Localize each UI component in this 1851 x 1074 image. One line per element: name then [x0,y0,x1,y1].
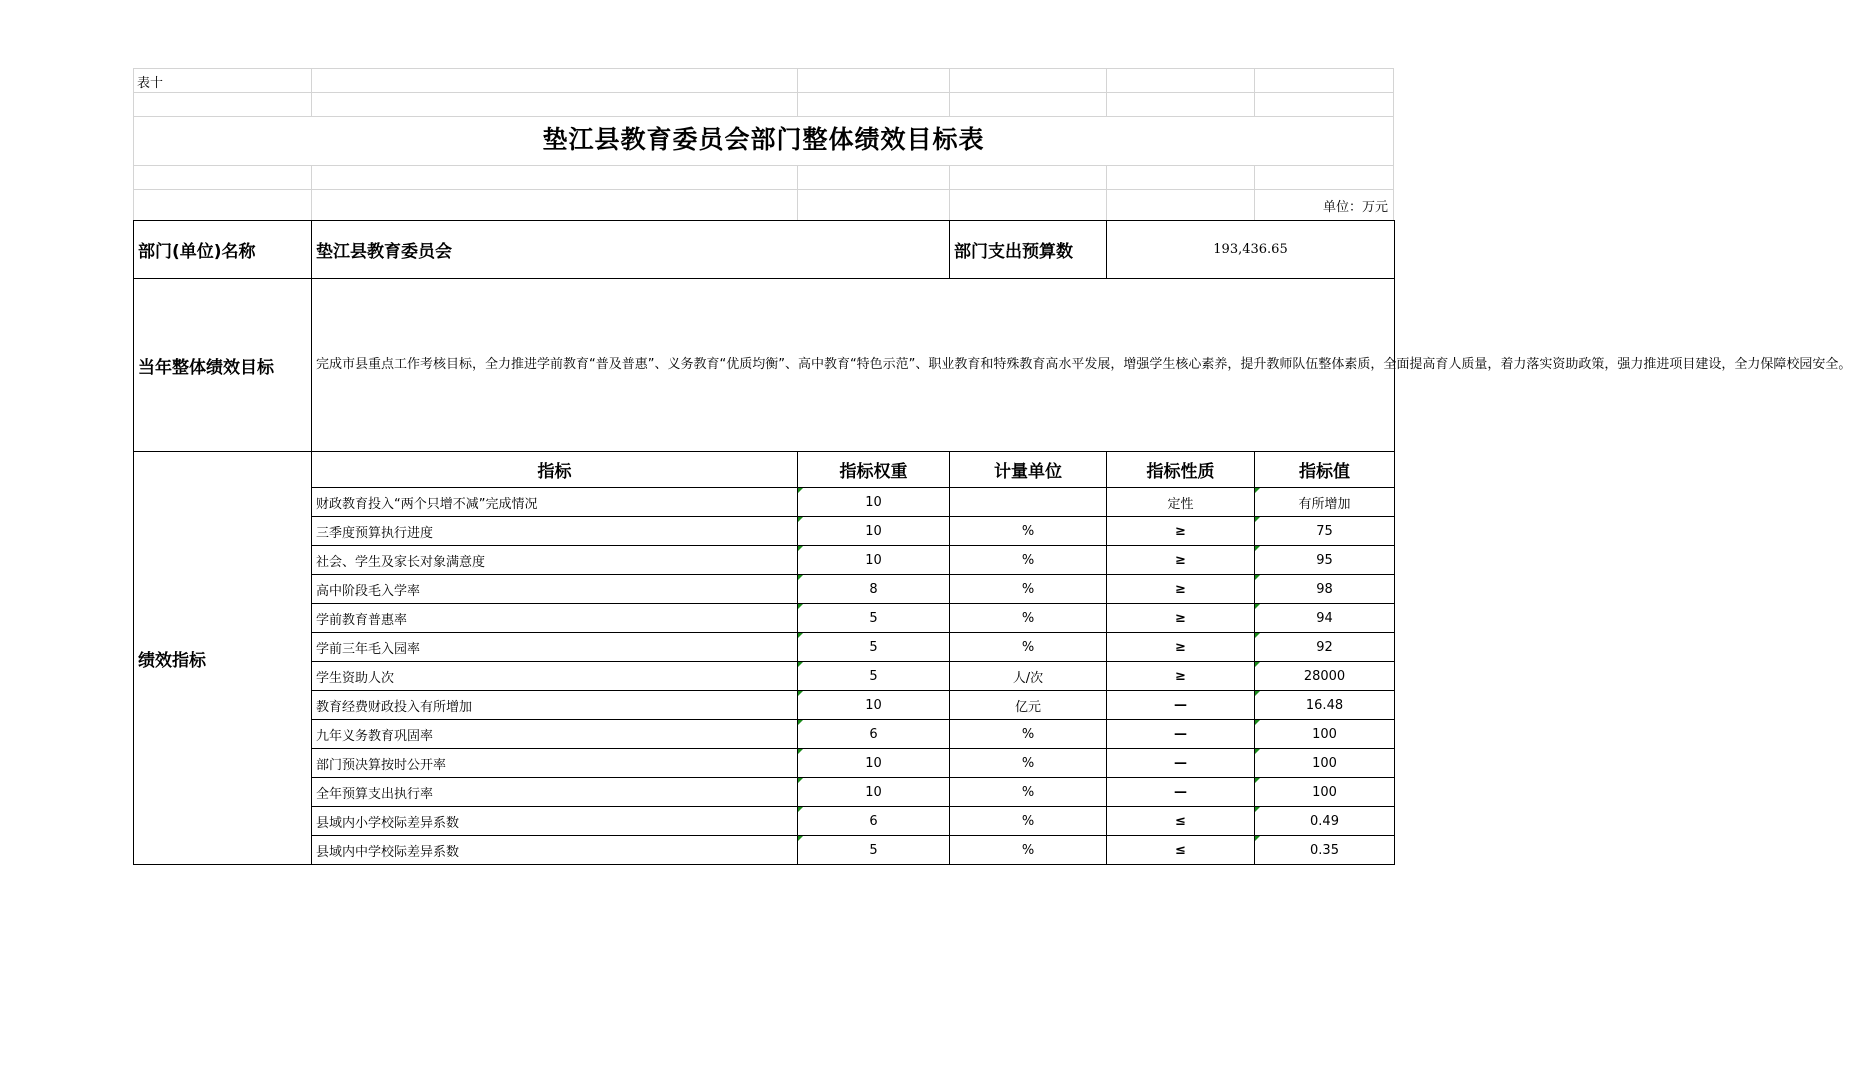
grid-line [133,68,1394,69]
indicator-name[interactable]: 县域内中学校际差异系数 [312,836,798,865]
indicator-nature[interactable]: — [1107,749,1255,778]
page-title: 垫江县教育委员会部门整体绩效目标表 [542,125,985,154]
column-header-weight: 指标权重 [798,452,950,488]
table-row [134,691,1395,720]
table-row [134,662,1395,691]
table-row [134,749,1395,778]
indicator-weight[interactable]: 6 [798,807,950,836]
spreadsheet-page [133,68,1851,865]
indicator-weight[interactable]: 10 [798,778,950,807]
indicator-unit[interactable]: % [950,836,1107,865]
column-header-indicator: 指标 [312,452,798,488]
dept-name-label: 部门(单位)名称 [134,221,312,279]
indicator-name[interactable]: 社会、学生及家长对象满意度 [312,546,798,575]
table-row [134,604,1395,633]
dept-name-value[interactable]: 垫江县教育委员会 [312,221,950,279]
indicator-value[interactable]: 100 [1255,749,1395,778]
indicator-unit[interactable]: % [950,517,1107,546]
indicator-value[interactable]: 28000 [1255,662,1395,691]
indicator-weight[interactable]: 10 [798,488,950,517]
grid-line [1254,165,1255,220]
indicator-name[interactable]: 学生资助人次 [312,662,798,691]
indicator-unit[interactable]: 人/次 [950,662,1107,691]
table-row [134,633,1395,662]
indicator-name[interactable]: 三季度预算执行进度 [312,517,798,546]
indicator-unit[interactable]: 亿元 [950,691,1107,720]
indicator-name[interactable]: 高中阶段毛入学率 [312,575,798,604]
indicator-name[interactable]: 学前三年毛入园率 [312,633,798,662]
indicator-unit[interactable]: % [950,546,1107,575]
indicator-nature[interactable]: ≤ [1107,836,1255,865]
grid-line [133,92,1394,93]
indicator-value[interactable]: 75 [1255,517,1395,546]
indicator-value[interactable]: 16.48 [1255,691,1395,720]
indicator-weight[interactable]: 8 [798,575,950,604]
indicator-value[interactable]: 92 [1255,633,1395,662]
indicator-value[interactable]: 98 [1255,575,1395,604]
table-row [134,778,1395,807]
indicator-name[interactable]: 部门预决算按时公开率 [312,749,798,778]
indicator-unit[interactable]: % [950,720,1107,749]
grid-line [1254,68,1255,116]
indicator-unit[interactable]: % [950,633,1107,662]
indicator-nature[interactable]: ≥ [1107,517,1255,546]
goal-row [134,279,1395,452]
goal-text[interactable]: 完成市县重点工作考核目标，全力推进学前教育“普及普惠”、义务教育“优质均衡”、高中教育“特色示范”、职业教育和特殊教育高水平发展，增强学生核心素养，提升教师队伍整体素质，全面提高育人质量，着力落实资助政策，强力推进项目建设，全力保障校园安全。 [312,279,1395,452]
table-row [134,488,1395,517]
indicator-value[interactable]: 100 [1255,778,1395,807]
indicator-value[interactable]: 有所增加 [1255,488,1395,517]
indicator-name[interactable]: 九年义务教育巩固率 [312,720,798,749]
indicator-unit[interactable] [950,488,1107,517]
budget-label: 部门支出预算数 [950,221,1107,279]
indicator-header-row [134,452,1395,488]
grid-line [1106,165,1107,220]
grid-line [797,165,798,220]
goal-label: 当年整体绩效目标 [134,279,312,452]
column-header-unit: 计量单位 [950,452,1107,488]
grid-line [797,68,798,116]
table-row [134,807,1395,836]
indicators-section-label: 绩效指标 [134,452,312,865]
indicator-weight[interactable]: 5 [798,633,950,662]
indicator-nature[interactable]: — [1107,720,1255,749]
indicator-weight[interactable]: 5 [798,604,950,633]
grid-line [949,165,950,220]
budget-value[interactable]: 193,436.65 [1107,221,1395,279]
indicator-name[interactable]: 教育经费财政投入有所增加 [312,691,798,720]
indicator-weight[interactable]: 10 [798,546,950,575]
indicator-unit[interactable]: % [950,778,1107,807]
indicator-name[interactable]: 学前教育普惠率 [312,604,798,633]
sheet-header-area [133,68,1394,220]
indicator-nature[interactable]: ≥ [1107,633,1255,662]
grid-line [949,68,950,116]
indicator-unit[interactable]: % [950,749,1107,778]
indicator-name[interactable]: 县域内小学校际差异系数 [312,807,798,836]
table-row [134,517,1395,546]
indicator-nature[interactable]: — [1107,691,1255,720]
grid-line [311,68,312,116]
column-header-value: 指标值 [1255,452,1395,488]
indicator-nature[interactable]: ≥ [1107,662,1255,691]
table-row [134,546,1395,575]
indicator-weight[interactable]: 10 [798,517,950,546]
column-header-nature: 指标性质 [1107,452,1255,488]
indicator-nature[interactable]: ≥ [1107,604,1255,633]
table-row [134,836,1395,865]
indicator-value[interactable]: 94 [1255,604,1395,633]
performance-table [133,220,1851,865]
indicator-value[interactable]: 0.49 [1255,807,1395,836]
indicator-name[interactable]: 财政教育投入“两个只增不减”完成情况 [312,488,798,517]
indicator-nature[interactable]: 定性 [1107,488,1255,517]
indicator-name[interactable]: 全年预算支出执行率 [312,778,798,807]
indicator-weight[interactable]: 5 [798,836,950,865]
indicator-unit[interactable]: % [950,575,1107,604]
indicator-weight[interactable]: 10 [798,691,950,720]
indicator-weight[interactable]: 10 [798,749,950,778]
grid-line [311,165,312,220]
indicator-value[interactable]: 0.35 [1255,836,1395,865]
indicator-nature[interactable]: — [1107,778,1255,807]
table-row [134,575,1395,604]
grid-line [1106,68,1107,116]
grid-line [133,116,1394,117]
dept-row [134,221,1395,279]
indicator-nature[interactable]: ≥ [1107,546,1255,575]
indicator-weight[interactable]: 5 [798,662,950,691]
unit-note: 单位：万元 [1322,200,1388,215]
grid-line [133,165,1394,166]
table-row [134,720,1395,749]
indicator-value[interactable]: 100 [1255,720,1395,749]
indicator-weight[interactable]: 6 [798,720,950,749]
grid-line [133,189,1394,190]
indicator-unit[interactable]: % [950,604,1107,633]
indicator-nature[interactable]: ≤ [1107,807,1255,836]
indicator-value[interactable]: 95 [1255,546,1395,575]
indicator-nature[interactable]: ≥ [1107,575,1255,604]
indicator-unit[interactable]: % [950,807,1107,836]
table-number-label: 表十 [137,76,164,91]
